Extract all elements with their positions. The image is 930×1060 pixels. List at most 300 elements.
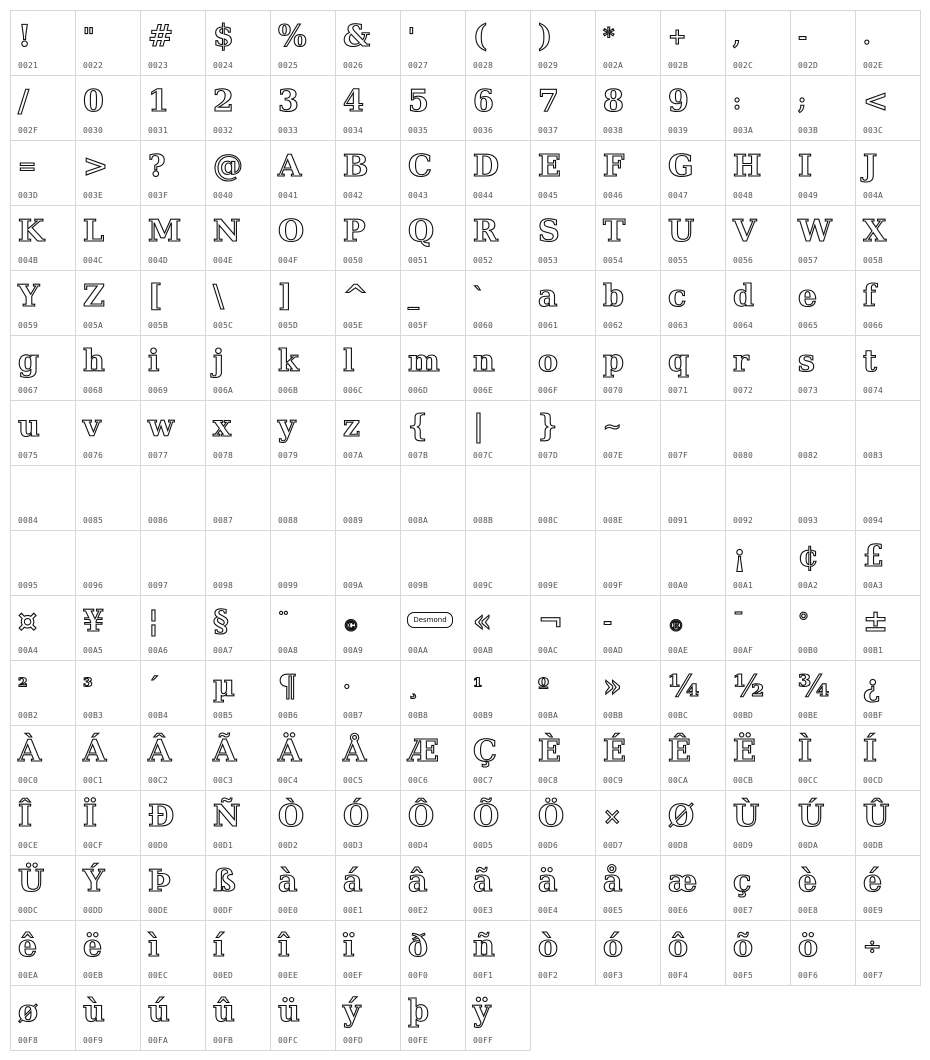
glyph-cell[interactable] [205,920,271,986]
glyph-cell[interactable] [205,10,271,76]
glyph-sample: / [18,84,28,119]
glyph-cell[interactable] [530,660,596,726]
glyph-cell[interactable] [75,790,141,856]
glyph-cell[interactable] [270,270,336,336]
glyph-codepoint: 006F [538,386,559,395]
glyph-cell[interactable] [595,465,661,531]
glyph-cell[interactable] [465,530,531,596]
glyph-cell[interactable] [335,465,401,531]
glyph-cell[interactable] [530,75,596,141]
glyph-cell[interactable] [790,75,856,141]
glyph-cell[interactable] [725,855,791,921]
glyph-codepoint: 0083 [863,451,884,460]
glyph-cell[interactable] [335,790,401,856]
glyph-cell[interactable] [530,205,596,271]
glyph-cell[interactable] [725,270,791,336]
glyph-cell[interactable] [205,75,271,141]
glyph-sample: | [473,409,483,444]
glyph-cell[interactable] [660,270,726,336]
glyph-cell[interactable] [205,530,271,596]
glyph-cell[interactable] [75,10,141,76]
glyph-codepoint: 0060 [473,321,494,330]
glyph-sample: ß [213,864,235,899]
glyph-cell[interactable] [790,920,856,986]
glyph-cell[interactable] [465,335,531,401]
glyph-cell[interactable] [270,530,336,596]
glyph-cell[interactable] [140,725,206,791]
glyph-cell[interactable] [140,660,206,726]
glyph-cell[interactable] [75,205,141,271]
glyph-cell[interactable] [595,75,661,141]
glyph-sample: [ [148,279,162,314]
glyph-cell[interactable] [465,10,531,76]
glyph-cell[interactable] [270,400,336,466]
glyph-cell[interactable] [530,530,596,596]
glyph-cell[interactable] [725,920,791,986]
glyph-cell[interactable] [75,725,141,791]
glyph-sample: Ù [733,799,759,834]
glyph-cell[interactable] [465,855,531,921]
glyph-sample [668,407,720,447]
glyph-cell[interactable] [855,530,921,596]
glyph-cell[interactable] [10,725,76,791]
glyph-cell[interactable] [725,790,791,856]
glyph-cell[interactable] [75,270,141,336]
glyph-cell[interactable] [595,270,661,336]
glyph-cell[interactable] [595,400,661,466]
glyph-cell[interactable] [205,205,271,271]
glyph-cell[interactable] [400,270,466,336]
glyph-cell[interactable] [725,75,791,141]
glyph-sample: ¿ [863,669,880,704]
glyph-cell[interactable] [270,595,336,661]
glyph-sample: 3 [278,84,298,119]
glyph-cell[interactable] [660,855,726,921]
glyph-cell[interactable] [790,660,856,726]
glyph-sample: Ç [473,734,496,769]
glyph-cell[interactable] [140,75,206,141]
glyph-cell[interactable] [790,10,856,76]
glyph-cell[interactable] [205,335,271,401]
glyph-cell[interactable] [75,335,141,401]
glyph-cell[interactable] [660,920,726,986]
glyph-cell[interactable] [75,465,141,531]
glyph-codepoint: 00F7 [863,971,884,980]
glyph-codepoint: 00E7 [733,906,754,915]
glyph-cell[interactable] [790,205,856,271]
glyph-cell[interactable] [660,725,726,791]
glyph-codepoint: 0074 [863,386,884,395]
glyph-sample: ü [278,994,299,1029]
glyph-cell[interactable] [400,725,466,791]
glyph-cell[interactable] [10,920,76,986]
glyph-codepoint: 009E [538,581,559,590]
glyph-cell[interactable] [855,270,921,336]
glyph-cell[interactable] [75,660,141,726]
glyph-cell[interactable] [530,270,596,336]
glyph-sample: © [343,616,358,635]
glyph-cell[interactable] [335,335,401,401]
glyph-cell[interactable] [140,855,206,921]
glyph-cell[interactable] [660,595,726,661]
glyph-cell[interactable] [595,595,661,661]
glyph-cell[interactable] [855,920,921,986]
glyph-cell[interactable] [660,205,726,271]
glyph-cell[interactable] [205,595,271,661]
glyph-cell[interactable] [205,660,271,726]
glyph-cell[interactable] [530,10,596,76]
glyph-cell[interactable] [335,400,401,466]
glyph-cell[interactable] [465,270,531,336]
glyph-cell[interactable] [10,10,76,76]
glyph-cell[interactable] [335,10,401,76]
glyph-cell[interactable] [400,335,466,401]
glyph-cell[interactable] [270,75,336,141]
glyph-sample: ; [798,89,806,115]
glyph-cell[interactable] [465,205,531,271]
glyph-codepoint: 00D2 [278,841,299,850]
glyph-cell[interactable] [400,920,466,986]
glyph-cell[interactable] [400,985,466,1051]
glyph-cell[interactable] [270,725,336,791]
glyph-sample: ¼ [668,669,699,704]
glyph-cell[interactable] [400,205,466,271]
glyph-cell[interactable] [465,140,531,206]
glyph-cell[interactable] [205,465,271,531]
glyph-cell[interactable] [400,465,466,531]
glyph-cell[interactable] [790,400,856,466]
glyph-cell[interactable] [790,140,856,206]
glyph-cell[interactable] [10,270,76,336]
glyph-cell[interactable] [530,140,596,206]
glyph-cell[interactable] [855,335,921,401]
glyph-cell[interactable] [790,790,856,856]
glyph-codepoint: 00DD [83,906,104,915]
glyph-cell[interactable] [335,985,401,1051]
glyph-cell[interactable] [10,595,76,661]
glyph-sample: Á [83,734,106,769]
glyph-cell[interactable] [140,335,206,401]
glyph-cell[interactable] [595,920,661,986]
glyph-sample [18,472,70,512]
glyph-cell[interactable] [725,140,791,206]
glyph-cell[interactable] [465,790,531,856]
glyph-cell[interactable] [400,790,466,856]
glyph-cell[interactable] [660,660,726,726]
glyph-sample: 0 [83,84,103,119]
glyph-sample: Ñ [213,799,240,834]
glyph-cell[interactable] [855,10,921,76]
glyph-cell[interactable] [660,400,726,466]
glyph-cell[interactable] [270,790,336,856]
glyph-cell[interactable] [400,595,466,661]
glyph-cell[interactable] [205,270,271,336]
glyph-cell[interactable] [725,660,791,726]
glyph-cell[interactable] [465,75,531,141]
glyph-cell[interactable] [530,920,596,986]
glyph-cell[interactable] [465,725,531,791]
glyph-cell[interactable] [335,725,401,791]
glyph-cell[interactable] [335,270,401,336]
glyph-cell[interactable] [75,595,141,661]
glyph-cell[interactable] [10,985,76,1051]
glyph-codepoint: 00AF [733,646,754,655]
glyph-codepoint: 0032 [213,126,234,135]
glyph-cell[interactable] [530,465,596,531]
glyph-sample: z [343,409,360,444]
glyph-cell[interactable] [140,140,206,206]
glyph-codepoint: 009C [473,581,494,590]
glyph-codepoint: 004B [18,256,39,265]
glyph-sample: Õ [473,799,499,834]
glyph-cell[interactable] [205,725,271,791]
glyph-cell[interactable] [400,855,466,921]
glyph-cell[interactable] [855,595,921,661]
glyph-cell[interactable] [10,205,76,271]
glyph-cell[interactable] [10,75,76,141]
glyph-sample [148,472,200,512]
glyph-sample: ¤ [18,604,37,639]
glyph-cell[interactable] [725,725,791,791]
glyph-cell[interactable] [855,660,921,726]
glyph-cell[interactable] [270,140,336,206]
glyph-cell[interactable] [855,725,921,791]
glyph-codepoint: 00BF [863,711,884,720]
glyph-cell[interactable] [595,790,661,856]
glyph-cell[interactable] [205,985,271,1051]
glyph-cell[interactable] [725,10,791,76]
glyph-codepoint: 0084 [18,516,39,525]
glyph-codepoint: 00A3 [863,581,884,590]
glyph-cell[interactable] [530,335,596,401]
glyph-cell[interactable] [660,530,726,596]
glyph-sample: d [733,279,753,314]
glyph-cell[interactable] [530,790,596,856]
glyph-cell[interactable] [10,400,76,466]
glyph-cell[interactable] [140,920,206,986]
glyph-cell[interactable] [660,10,726,76]
glyph-cell[interactable] [140,985,206,1051]
glyph-cell[interactable] [140,465,206,531]
glyph-cell[interactable] [270,10,336,76]
glyph-cell[interactable] [270,465,336,531]
glyph-cell[interactable] [75,985,141,1051]
glyph-codepoint: 0045 [538,191,559,200]
glyph-cell[interactable] [75,140,141,206]
glyph-cell[interactable] [595,335,661,401]
glyph-cell[interactable] [595,725,661,791]
glyph-cell[interactable] [205,855,271,921]
glyph-cell[interactable] [75,75,141,141]
glyph-codepoint: 00F6 [798,971,819,980]
glyph-sample: ñ [473,929,494,964]
glyph-cell[interactable] [270,855,336,921]
glyph-cell[interactable] [270,335,336,401]
glyph-sample [798,472,850,512]
glyph-cell[interactable] [140,530,206,596]
glyph-cell[interactable] [595,530,661,596]
glyph-cell[interactable] [205,400,271,466]
glyph-cell[interactable] [725,595,791,661]
glyph-sample: U [668,214,694,249]
glyph-sample: ¹ [473,674,482,700]
glyph-cell[interactable] [660,75,726,141]
glyph-codepoint: 00BD [733,711,754,720]
glyph-codepoint: 005F [408,321,429,330]
glyph-codepoint: 007F [668,451,689,460]
glyph-sample: Ú [798,799,824,834]
glyph-cell[interactable] [10,855,76,921]
glyph-codepoint: 008B [473,516,494,525]
glyph-cell[interactable] [465,920,531,986]
glyph-cell[interactable] [660,465,726,531]
glyph-cell[interactable] [725,465,791,531]
glyph-sample: ï [343,929,354,964]
glyph-sample: Ï [83,799,97,834]
glyph-cell[interactable] [855,400,921,466]
glyph-cell[interactable] [855,790,921,856]
glyph-cell[interactable] [270,205,336,271]
glyph-cell[interactable] [10,335,76,401]
glyph-sample: ¬ [538,604,563,639]
glyph-cell[interactable] [855,205,921,271]
glyph-cell[interactable] [725,205,791,271]
glyph-cell[interactable] [855,465,921,531]
glyph-cell[interactable] [595,10,661,76]
glyph-cell[interactable] [465,465,531,531]
glyph-sample: ê [18,929,37,964]
glyph-sample: { [408,409,427,444]
glyph-cell[interactable] [10,660,76,726]
glyph-cell[interactable] [140,270,206,336]
glyph-cell[interactable] [400,530,466,596]
glyph-cell[interactable] [140,205,206,271]
glyph-cell[interactable] [335,920,401,986]
glyph-codepoint: 00F3 [603,971,624,980]
glyph-cell[interactable] [530,400,596,466]
glyph-cell[interactable] [335,660,401,726]
glyph-sample: ² [18,674,27,700]
glyph-sample: ® [668,616,683,635]
glyph-codepoint: 0067 [18,386,39,395]
glyph-cell[interactable] [75,400,141,466]
glyph-cell[interactable] [790,725,856,791]
glyph-sample: P [343,214,365,249]
glyph-cell[interactable] [335,530,401,596]
glyph-codepoint: 0026 [343,61,364,70]
glyph-sample [668,472,720,512]
glyph-cell[interactable] [205,140,271,206]
glyph-cell[interactable] [725,335,791,401]
glyph-cell[interactable] [400,75,466,141]
glyph-cell[interactable] [790,335,856,401]
glyph-sample: % [278,19,306,54]
glyph-cell[interactable] [790,530,856,596]
glyph-cell[interactable] [790,855,856,921]
glyph-cell[interactable] [270,660,336,726]
glyph-sample: ø [18,994,38,1029]
glyph-cell[interactable] [75,920,141,986]
glyph-cell[interactable] [660,140,726,206]
glyph-sample: , [733,24,740,50]
glyph-cell[interactable] [140,400,206,466]
glyph-cell[interactable] [270,985,336,1051]
glyph-cell[interactable] [595,205,661,271]
glyph-sample: ¡ [733,539,746,574]
glyph-cell[interactable] [595,140,661,206]
glyph-codepoint: 0023 [148,61,169,70]
glyph-sample [798,407,850,447]
glyph-cell[interactable] [335,205,401,271]
glyph-cell[interactable] [465,595,531,661]
glyph-cell[interactable] [465,400,531,466]
glyph-codepoint: 005A [83,321,104,330]
glyph-cell[interactable] [855,140,921,206]
glyph-cell[interactable] [10,530,76,596]
glyph-cell[interactable] [75,530,141,596]
glyph-cell[interactable] [530,855,596,921]
glyph-cell[interactable] [10,790,76,856]
glyph-codepoint: 00AE [668,646,689,655]
glyph-cell[interactable] [530,725,596,791]
glyph-cell[interactable] [10,140,76,206]
glyph-cell[interactable] [790,465,856,531]
glyph-cell[interactable] [465,985,531,1051]
glyph-cell[interactable] [725,530,791,596]
glyph-cell[interactable] [790,595,856,661]
glyph-cell[interactable] [335,140,401,206]
glyph-codepoint: 00C4 [278,776,299,785]
glyph-codepoint: 00B5 [213,711,234,720]
glyph-codepoint: 0048 [733,191,754,200]
glyph-sample: T [603,214,625,249]
glyph-sample: A [278,149,301,184]
glyph-cell[interactable] [335,75,401,141]
glyph-cell[interactable] [140,790,206,856]
glyph-codepoint: 0085 [83,516,104,525]
glyph-cell[interactable] [595,660,661,726]
glyph-cell[interactable] [270,920,336,986]
glyph-sample: ì [148,929,159,964]
glyph-cell[interactable] [855,75,921,141]
glyph-cell[interactable] [660,335,726,401]
glyph-codepoint: 00D7 [603,841,624,850]
glyph-cell[interactable] [335,595,401,661]
glyph-cell[interactable] [400,660,466,726]
glyph-cell[interactable] [140,10,206,76]
glyph-cell[interactable] [400,140,466,206]
glyph-cell[interactable] [530,595,596,661]
glyph-cell[interactable] [10,465,76,531]
glyph-codepoint: 006C [343,386,364,395]
glyph-cell[interactable] [595,855,661,921]
glyph-cell[interactable] [205,790,271,856]
glyph-sample [18,537,70,577]
glyph-cell[interactable] [660,790,726,856]
glyph-cell[interactable] [855,855,921,921]
glyph-cell[interactable] [465,660,531,726]
glyph-cell[interactable] [400,10,466,76]
glyph-cell[interactable] [75,855,141,921]
glyph-codepoint: 00F1 [473,971,494,980]
glyph-cell[interactable] [725,400,791,466]
glyph-cell[interactable] [790,270,856,336]
glyph-cell[interactable] [335,855,401,921]
glyph-codepoint: 00E6 [668,906,689,915]
glyph-cell[interactable] [140,595,206,661]
glyph-codepoint: 00FC [278,1036,299,1045]
glyph-cell[interactable] [400,400,466,466]
